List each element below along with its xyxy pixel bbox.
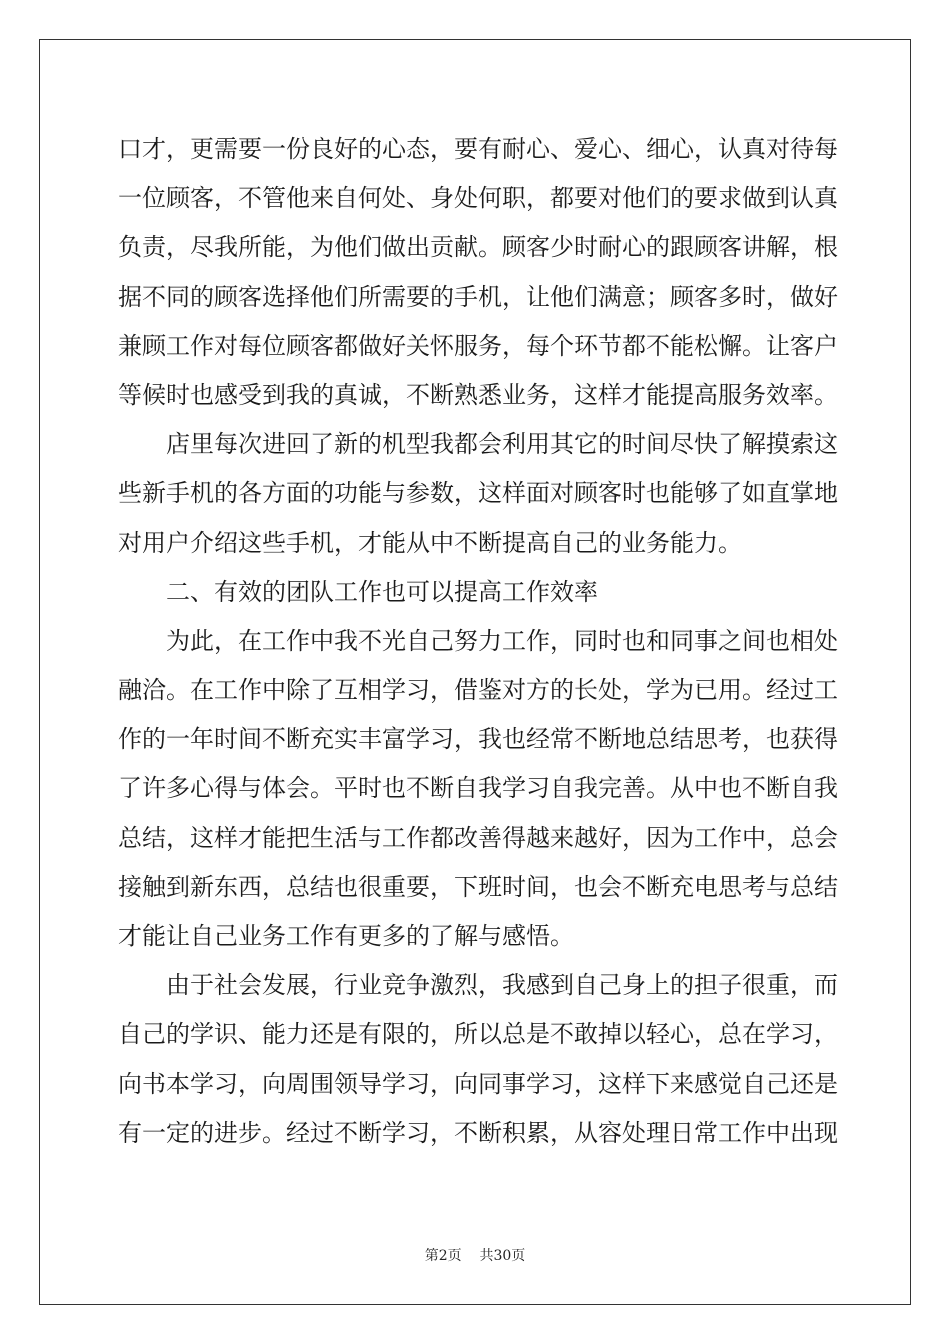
text-line: 向书本学习，向周围领导学习，向同事学习，这样下来感觉自己还是 xyxy=(118,1069,838,1098)
text-line: 自己的学识、能力还是有限的，所以总是不敢掉以轻心，总在学习， xyxy=(118,1020,838,1049)
page-number: 第2页 xyxy=(424,1248,462,1264)
text-line: 了许多心得与体会。平时也不断自我学习自我完善。从中也不断自我 xyxy=(118,774,838,803)
text-line: 有一定的进步。经过不断学习，不断积累，从容处理日常工作中出现 xyxy=(118,1118,838,1147)
text-line: 由于社会发展，行业竞争激烈，我感到自己身上的担子很重，而 xyxy=(166,971,838,1000)
text-line: 兼顾工作对每位顾客都做好关怀服务，每个环节都不能松懈。让客户 xyxy=(118,331,838,360)
text-line: 对用户介绍这些手机，才能从中不断提高自己的业务能力。 xyxy=(118,528,742,557)
text-line: 负责，尽我所能，为他们做出贡献。顾客少时耐心的跟顾客讲解，根 xyxy=(118,233,838,262)
text-line: 店里每次进回了新的机型我都会利用其它的时间尽快了解摸索这 xyxy=(166,430,838,459)
text-line: 些新手机的各方面的功能与参数，这样面对顾客时也能够了如直掌地 xyxy=(118,479,838,508)
text-line: 为此，在工作中我不光自己努力工作，同时也和同事之间也相处 xyxy=(166,626,838,655)
text-line: 才能让自己业务工作有更多的了解与感悟。 xyxy=(118,922,574,950)
page-footer xyxy=(0,1246,950,1266)
text-line: 作的一年时间不断充实丰富学习，我也经常不断地总结思考，也获得 xyxy=(118,725,838,754)
page-total: 共30页 xyxy=(479,1248,526,1264)
document-body xyxy=(118,125,838,1158)
text-line: 二、有效的团队工作也可以提高工作效率 xyxy=(166,577,598,606)
text-line: 融洽。在工作中除了互相学习，借鉴对方的长处，学为已用。经过工 xyxy=(118,676,838,705)
text-line: 口才，更需要一份良好的心态，要有耐心、爱心、细心，认真对待每 xyxy=(118,135,838,163)
text-line: 接触到新东西，总结也很重要，下班时间，也会不断充电思考与总结 xyxy=(118,872,838,901)
text-line: 总结，这样才能把生活与工作都改善得越来越好，因为工作中，总会 xyxy=(118,823,838,852)
text-line: 等候时也感受到我的真诚，不断熟悉业务，这样才能提高服务效率。 xyxy=(118,380,838,409)
text-line: 据不同的顾客选择他们所需要的手机，让他们满意；顾客多时，做好 xyxy=(118,282,838,311)
text-line: 一位顾客，不管他来自何处、身处何职，都要对他们的要求做到认真 xyxy=(118,184,838,213)
